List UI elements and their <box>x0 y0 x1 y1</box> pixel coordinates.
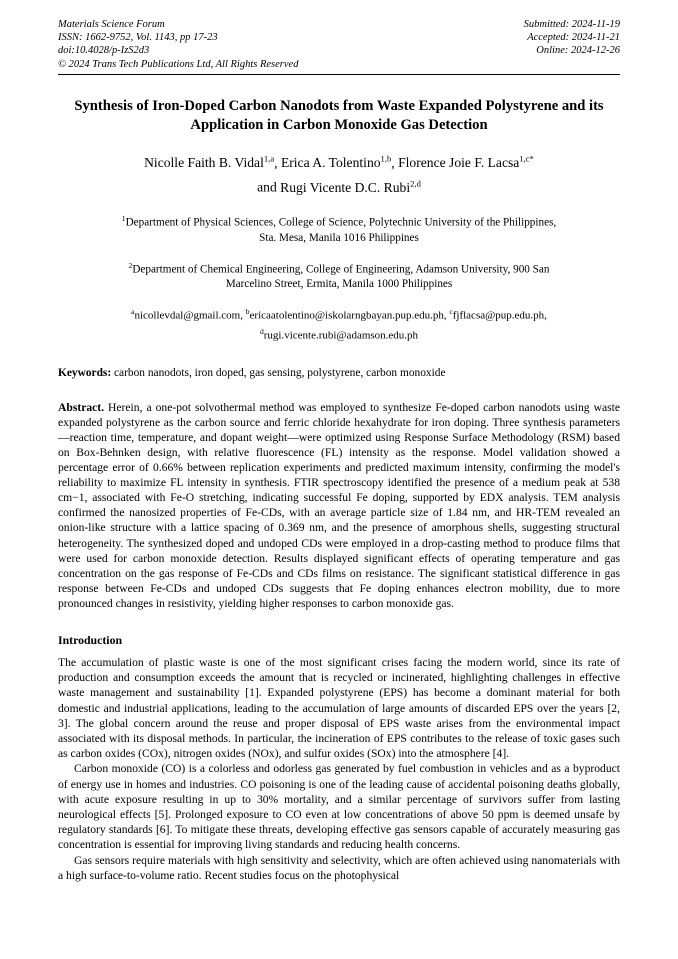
journal-name: Materials Science Forum <box>58 19 165 30</box>
email-2-mark: b <box>245 307 250 317</box>
submitted-date: Submitted: 2024-11-19 <box>523 19 620 30</box>
email-3-mark: c <box>449 307 453 317</box>
affiliation-1-mark: 1 <box>121 213 126 223</box>
author-3-affil-mark: 1,c* <box>519 153 534 164</box>
affiliation-2-line1: Department of Chemical Engineering, College of Engineering, Adamson University, 900 San <box>132 263 550 276</box>
author-1-affil-mark: 1,a <box>263 153 275 164</box>
copyright-line: © 2024 Trans Tech Publications Ltd, All Rights Reserved <box>58 58 299 70</box>
affiliation-1-line2: Sta. Mesa, Manila 1016 Philippines <box>259 231 419 244</box>
author-4: Rugi Vicente D.C. Rubi$^{2,d}$ <box>280 178 421 195</box>
section-heading-introduction: Introduction <box>58 632 123 647</box>
author-1: Nicolle Faith B. Vidal$^{1,a}$ <box>144 153 275 171</box>
intro-paragraph-2: Carbon monoxide (CO) is a colorless and odorless gas generated by fuel combustion in vehicles and as a byproduct of energy use in homes and industries. CO poisoning is one of the leading cause of accidental poisoning deaths globally, with acute exposure resulting in up to 30% mortality, and a similar percentage of survivors suffer from lasting neurological effects [5]. Prolonged exposure to CO even at low concentrations of above 50 ppm is deemed unsafe by regulatory standards [6]. To mitigate these threats, developing effective gas sensors capable of accurately measuring gas concentration is essential for improving living standards and reducing health concerns. <box>58 762 620 852</box>
email-4[interactable]: rugi.vicente.rubi@adamson.edu.ph <box>263 329 419 342</box>
author-4-affil-mark: 2,d <box>410 178 421 189</box>
author-list <box>58 149 620 198</box>
header-left <box>58 18 218 58</box>
affiliation-2-line2: Marcelino Street, Ermita, Manila 1000 Philippines <box>225 278 453 291</box>
email-3[interactable]: fjflacsa@pup.edu.ph, <box>452 310 547 322</box>
intro-paragraph-1: The accumulation of plastic waste is one of the most significant crises facing the modern world, since its rate of production and consumption exceeds the amount that is recycled or incinerated, highlighting challenges in effective waste management and sustainability [1]. Expanded polystyrene (EPS) has become a dominant material for both domestic and industrial applications, leading to the accumulation of large amounts of discarded EPS over the years [2, 3]. The global concern around the reuse and proper disposal of EPS waste arises from the environmental impact associated with its disposal methods. In particular, the incineration of EPS contributes to the release of toxic gases such as carbon oxides (COx), nitrogen oxides (NOx), and sulfur oxides (SOx) into the atmosphere [4]. <box>58 655 620 761</box>
header-right <box>524 18 620 58</box>
keywords-label: Keywords: <box>58 366 112 379</box>
author-emails <box>58 304 620 343</box>
author-3: Florence Joie F. Lacsa$^{1,c*}$ <box>398 153 534 171</box>
email-1[interactable]: nicollevdal@gmail.com, <box>134 310 246 322</box>
author-sep-1: , <box>274 155 281 171</box>
email-4-mark: d <box>259 327 264 336</box>
email-2[interactable]: ericaatolentino@iskolarngbayan.pup.edu.ph, <box>249 310 450 322</box>
abstract-block <box>58 400 620 611</box>
author-2-affil-mark: 1,b <box>380 153 392 164</box>
intro-paragraph-3: Gas sensors require materials with high sensitivity and selectivity, which are often achieved using nanomaterials with a high surface-to-volume ratio. Recent studies focus on the photophysical <box>58 853 620 882</box>
page-header <box>58 18 620 75</box>
affiliation-1-line1: Department of Physical Sciences, College of Science, Polytechnic University of the Philippines, <box>125 216 557 229</box>
affiliation-2 <box>58 258 620 293</box>
abstract-label: Abstract. <box>58 400 105 414</box>
author-conjunction: and <box>257 179 281 195</box>
keywords-line <box>58 366 620 381</box>
keywords-value: carbon nanodots, iron doped, gas sensing, polystyrene, carbon monoxide <box>111 366 446 379</box>
affiliation-1 <box>58 211 620 246</box>
accepted-date: Accepted: 2024-11-21 <box>527 32 620 44</box>
online-date: Online: 2024-12-26 <box>536 45 620 57</box>
journal-doi: doi:10.4028/p-IzS2d3 <box>58 45 150 57</box>
author-2: Erica A. Tolentino$^{1,b}$ <box>280 153 392 171</box>
email-1-mark: a <box>131 307 135 317</box>
header-divider <box>58 74 620 75</box>
journal-issn: ISSN: 1662-9752, Vol. 1143, pp 17-23 <box>58 32 218 44</box>
abstract-text: Herein, a one-pot solvothermal method was employed to synthesize Fe-doped carbon nanodots using waste expanded polystyrene as the carbon source and ferric chloride hexahydrate for iron doping. Three synthesis parameters—reaction time, temperature, and dopant weight—were optimized using Response Surface Methodology (RSM) based on Box-Behnken design, with relative fluorescence (FL) intensity as the response. Model validation showed a percentage error of 0.66% between replication experiments and predicted maximum intensity, confirming the model's reliability to maximize FL intensity in synthesis. FTIR spectroscopy identified the presence of a medium peak at 538 cm−1, associated with Fe-O stretching, indicating successful Fe doping, supported by EDX analysis. TEM analysis confirmed the nanosized properties of Fe-CDs, with an average particle size of 1.84 nm, and HR-TEM revealed an onion-like structure with a lattice spacing of 0.369 nm, and the presence of amorphous shells, suggesting structural heterogeneity. The synthesized doped and undoped CDs were employed in a drop-casting method to produce films that were used for carbon monoxide detection. Results displayed significant effects of operating temperature and gas concentration on the gas response of Fe-CDs and CDs films on resistance. The significant statistical difference in gas response between Fe-CDs and undoped CDs suggests that Fe doping enhances electron mobility, due to more pronounced changes in resistivity, yielding higher responses to carbon monoxide gas. <box>58 400 620 610</box>
author-sep-2: , <box>391 155 399 171</box>
affiliation-2-mark: 2 <box>128 260 133 270</box>
page-title: Synthesis of Iron-Doped Carbon Nanodots from Waste Expanded Polystyrene and its Application in Carbon Monoxide Gas Detection <box>74 97 604 133</box>
